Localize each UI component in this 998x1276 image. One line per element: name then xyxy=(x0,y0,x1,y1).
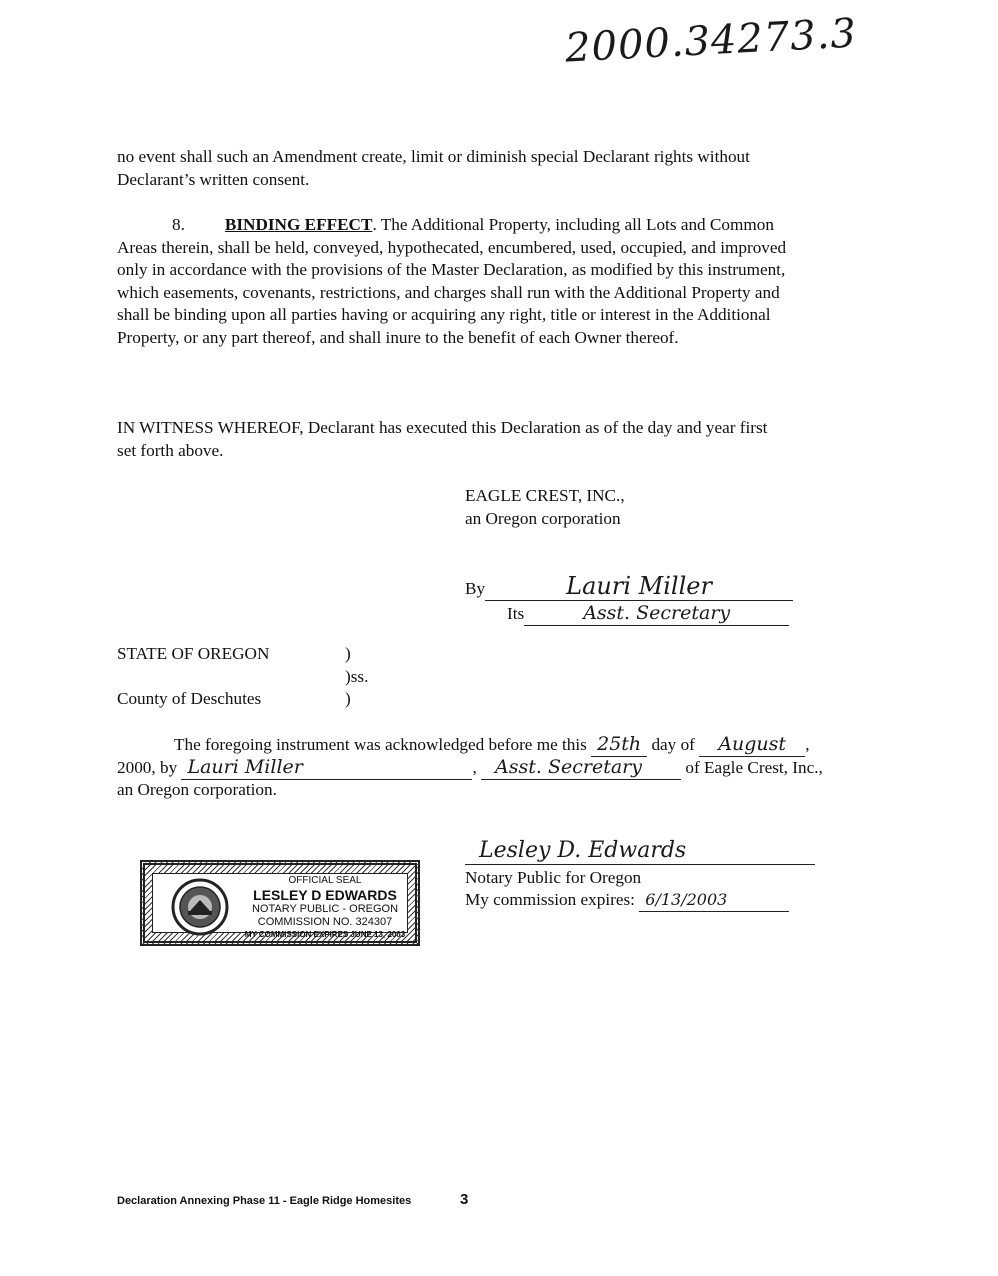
section-8-line: Property, or any part thereof, and shall inure to the benefit of each Owner thereof. xyxy=(117,328,679,347)
ack-text: The foregoing instrument was acknowledged before me this xyxy=(174,735,587,754)
by-signature: Lauri Miller xyxy=(566,572,712,600)
commission-expires-blank xyxy=(639,889,789,912)
its-signature: Asst. Secretary xyxy=(583,602,731,624)
intro-line: no event shall such an Amendment create, limit or diminish special Declarant rights without xyxy=(117,147,750,166)
venue-ss: )ss. xyxy=(345,667,369,686)
ack-name-blank xyxy=(181,756,472,780)
ack-title: Asst. Secretary xyxy=(495,756,642,778)
ack-comma: , xyxy=(805,735,810,754)
ack-text: day of xyxy=(651,735,695,754)
acknowledgment-line-3: an Oregon corporation. xyxy=(117,780,277,799)
company-description: an Oregon corporation xyxy=(465,509,621,528)
commission-expires-line xyxy=(465,889,789,912)
notary-signature: Lesley D. Edwards xyxy=(479,838,687,863)
section-8-line: only in accordance with the provisions of the Master Declaration, as modified by this instrument, xyxy=(117,260,786,279)
footer-document-title: Declaration Annexing Phase 11 - Eagle Ridge Homesites xyxy=(117,1195,412,1207)
seal-official-label: OFFICIAL SEAL xyxy=(288,875,362,886)
ack-name: Lauri Miller xyxy=(187,756,303,778)
venue-state: STATE OF OREGON xyxy=(117,644,270,663)
notary-seal xyxy=(140,860,420,946)
ack-comma: , xyxy=(472,758,477,777)
acknowledgment-line-2 xyxy=(117,756,823,780)
notary-title: Notary Public for Oregon xyxy=(465,868,642,887)
ack-day: 25th xyxy=(597,733,642,755)
by-signature-line xyxy=(485,572,793,601)
section-number: 8. xyxy=(172,215,185,234)
section-8-line: shall be binding upon all parties having or acquiring any right, title or interest in the Additional xyxy=(117,305,771,324)
seal-notary-name: LESLEY D EDWARDS xyxy=(253,887,397,903)
section-8-first-line xyxy=(172,214,774,236)
ack-month-blank xyxy=(699,733,805,757)
seal-expiration: MY COMMISSION EXPIRES JUNE 13, 2003 xyxy=(244,930,406,939)
page-number: 3 xyxy=(460,1191,469,1208)
venue-paren: ) xyxy=(345,689,351,708)
seal-commission-number: COMMISSION NO. 324307 xyxy=(257,916,393,928)
witness-line: IN WITNESS WHEREOF, Declarant has executed this Declaration as of the day and year first xyxy=(117,418,768,437)
section-8-line: Areas therein, shall be held, conveyed, hypothecated, encumbered, used, occupied, and improved xyxy=(117,238,787,257)
intro-line: Declarant’s written consent. xyxy=(117,170,310,189)
by-label: By xyxy=(465,579,486,598)
notary-seal-inner xyxy=(152,873,408,939)
recording-number: 2000.34273.3 xyxy=(563,10,858,72)
oregon-state-seal-icon xyxy=(171,878,229,936)
its-label: Its xyxy=(507,604,525,623)
section-8-line: which easements, covenants, restrictions, and charges shall run with the Additional Property and xyxy=(117,283,780,302)
notary-signature-line xyxy=(465,838,815,865)
ack-day-blank xyxy=(591,733,647,757)
commission-expires-value: 6/13/2003 xyxy=(645,890,728,909)
seal-notary-title: NOTARY PUBLIC - OREGON xyxy=(251,903,399,915)
ack-text: 2000, by xyxy=(117,758,178,777)
ack-month: August xyxy=(718,733,787,755)
acknowledgment-line-1 xyxy=(174,733,809,757)
witness-line: set forth above. xyxy=(117,441,224,460)
section-first-line-text: . The Additional Property, including all Lots and Common xyxy=(372,215,774,234)
company-name: EAGLE CREST, INC., xyxy=(465,486,625,505)
section-heading: BINDING EFFECT xyxy=(224,215,373,234)
by-line xyxy=(465,572,793,601)
ack-text: of Eagle Crest, Inc., xyxy=(685,758,823,777)
its-signature-line xyxy=(524,602,789,626)
venue-paren: ) xyxy=(345,644,351,663)
commission-expires-label: My commission expires: xyxy=(465,890,635,909)
its-line xyxy=(507,602,789,626)
venue-county: County of Deschutes xyxy=(117,689,262,708)
ack-title-blank xyxy=(481,756,681,780)
